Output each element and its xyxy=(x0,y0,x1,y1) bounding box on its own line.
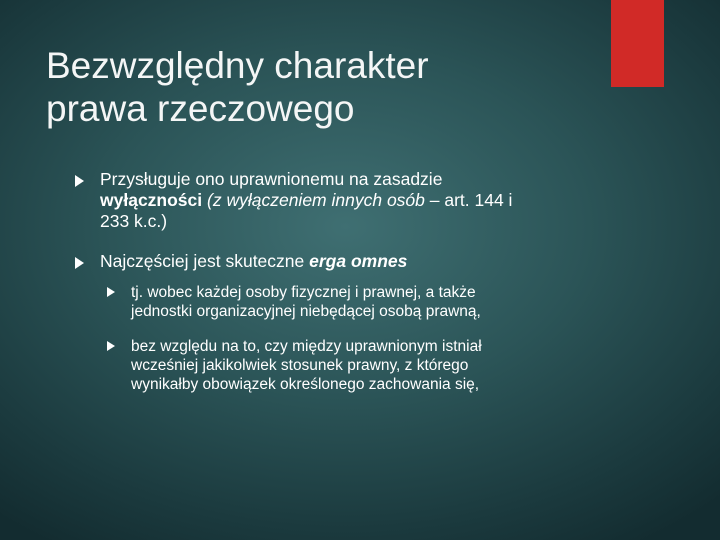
title-line-2: prawa rzeczowego xyxy=(46,88,355,129)
sub-bullet-1-text xyxy=(131,283,601,321)
sub-bullet-2-line-3: wynikałby obowiązek określonego zachowania się, xyxy=(131,376,480,393)
sub-bullet-1-line-2: jednostki organizacyjnej niebędącej osobą prawną, xyxy=(131,303,481,320)
bullet-1-line-1: Przysługuje ono uprawnionemu na zasadzie xyxy=(100,169,443,189)
bullet-1-italic: (z wyłączeniem innych osób xyxy=(207,190,425,210)
accent-bar xyxy=(611,0,664,87)
bullet-arrow-icon xyxy=(75,257,84,269)
sub-bullet-2-text xyxy=(131,337,601,394)
bullet-1-text xyxy=(100,169,600,232)
slide-title xyxy=(46,44,586,130)
bullet-2-text xyxy=(100,251,600,272)
sub-bullet-arrow-icon xyxy=(107,341,115,351)
title-line-1: Bezwzględny charakter xyxy=(46,45,429,86)
bullet-1-bold: wyłączności xyxy=(100,190,203,210)
sub-bullet-1-line-1: tj. wobec każdej osoby fizycznej i prawnej, a także xyxy=(131,284,476,301)
bullet-1-rest: – art. 144 i xyxy=(424,190,513,210)
sub-bullet-2-line-2: wcześniej jakikolwiek stosunek prawny, z którego xyxy=(131,357,469,374)
bullet-1-line-3: 233 k.c.) xyxy=(100,211,168,231)
bullet-1-line-2 xyxy=(100,190,600,211)
sub-bullet-arrow-icon xyxy=(107,287,115,297)
bullet-2-plain: Najczęściej jest skuteczne xyxy=(100,251,310,271)
bullet-arrow-icon xyxy=(75,175,84,187)
sub-bullet-2-line-1: bez względu na to, czy między uprawnionym istniał xyxy=(131,338,482,355)
bullet-2-bold-italic: erga omnes xyxy=(309,251,408,271)
